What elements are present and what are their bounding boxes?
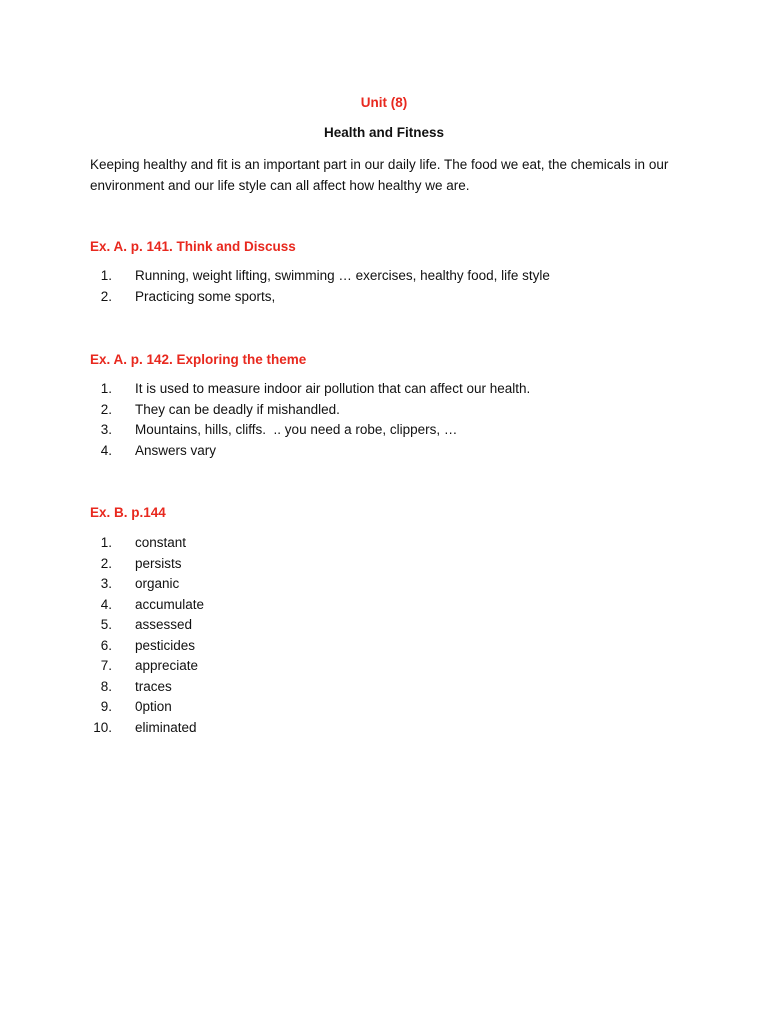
intro-paragraph: Keeping healthy and fit is an important part in our daily life. The food we eat, the chemicals in our environment and our life style can all affect how healthy we are. bbox=[90, 157, 669, 193]
item-text: organic bbox=[135, 576, 180, 591]
document-page: Unit (8) Health and Fitness Keeping healthy and fit is an important part in our daily life. The food we eat, the chemicals in our environment and our life style can all affect how healthy we are. Ex. A. p. 141. Think and Discuss 1. Running, weight lifting, swimming … exercises, healthy food, life style 2. Practicing some sports, Ex. A. p. 142. Exploring the theme 1. It is used to measure indoor air pollution that can affect our health. 2. They can be deadly if mishandled. 3. Mountains, hills, cliffs. .. you need a robe, clippers, … 4. Answers vary Ex. B. p.144 1. constant 2. persists 3. organic 4. accumulate 5. assessed 6. pesticides 7. appreciate 8. traces 9. 0ption 10. eliminated bbox=[0, 0, 768, 1024]
item-text: They can be deadly if mishandled. bbox=[135, 401, 340, 417]
item-text: Running, weight lifting, swimming … exercises, healthy food, life style bbox=[135, 268, 550, 283]
item-text: traces bbox=[135, 678, 172, 694]
item-text: Practicing some sports, bbox=[135, 288, 276, 304]
section-heading-think-and-discuss: Ex. A. p. 141. Think and Discuss bbox=[90, 239, 296, 254]
item-text: constant bbox=[135, 535, 187, 550]
item-text: eliminated bbox=[135, 719, 197, 735]
item-text: persists bbox=[135, 555, 182, 571]
item-text: 0ption bbox=[135, 699, 172, 714]
unit-title: Unit (8) bbox=[360, 95, 408, 110]
item-text: assessed bbox=[135, 617, 193, 632]
page-title: Health and Fitness bbox=[323, 125, 445, 140]
item-text: Mountains, hills, cliffs. .. you need a robe, clippers, … bbox=[135, 422, 458, 437]
item-text: pesticides bbox=[135, 637, 196, 653]
item-text: accumulate bbox=[135, 596, 205, 612]
section-heading-ex-b: Ex. B. p.144 bbox=[90, 505, 166, 520]
item-text: Answers vary bbox=[135, 442, 217, 458]
section-heading-exploring-the-theme: Ex. A. p. 142. Exploring the theme bbox=[90, 352, 307, 367]
item-text: appreciate bbox=[135, 658, 199, 673]
item-text: It is used to measure indoor air pollution that can affect our health. bbox=[135, 381, 531, 396]
